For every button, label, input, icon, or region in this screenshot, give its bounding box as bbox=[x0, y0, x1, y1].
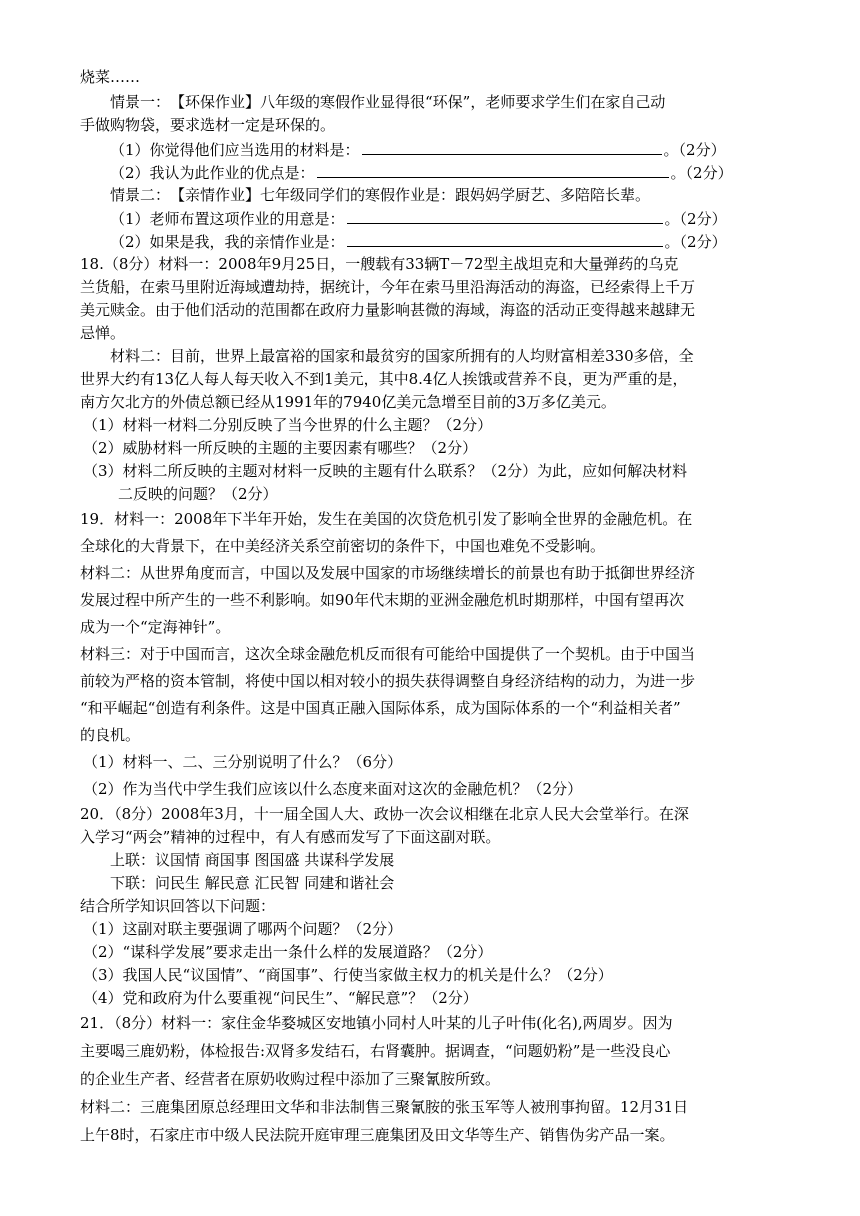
scene2-q2 bbox=[110, 230, 810, 253]
q19-line: 全球化的大背景下，在中美经济关系空前密切的条件下，中国也难免不受影响。 bbox=[80, 537, 606, 555]
q18-line: 世界大约有13亿人每人每天收入不到1美元，其中8.4亿人挨饿或营养不良，更为严重的是， bbox=[80, 370, 688, 388]
q21-line: 主要喝三鹿奶粉，体检报告:双肾多发结石，右肾囊肿。据调查，“问题奶粉”是一些没良心 bbox=[80, 1042, 671, 1060]
q19-line: “和平崛起“创造有利条件。这是中国真正融入国际体系，成为国际体系的一个“利益相关者” bbox=[80, 699, 681, 717]
q18-question: （3）材料二所反映的主题对材料一反映的主题有什么联系？（2分）为此，应如何解决材料 bbox=[83, 462, 688, 480]
question-text: （1）老师布置这项作业的用意是： bbox=[110, 210, 345, 228]
question-text: （1）你觉得他们应当选用的材料是： bbox=[110, 141, 360, 159]
points: 。（2分） bbox=[670, 164, 733, 182]
points: 。（2分） bbox=[663, 141, 726, 159]
q18-question: （2）威胁材料一所反映的主题的主要因素有哪些？（2分） bbox=[83, 439, 478, 457]
q18-question-cont: 二反映的问题？（2分） bbox=[118, 485, 278, 503]
q18-line: 18.（8分）材料一：2008年9月25日，一艘载有33辆T－72型主战坦克和大量弹药的乌克 bbox=[80, 255, 679, 273]
question-text: （2）如果是我，我的亲情作业是： bbox=[110, 233, 345, 251]
answer-blank[interactable] bbox=[347, 230, 663, 247]
couplet-upper: 上联：议国情 商国事 图国盛 共谋科学发展 bbox=[110, 851, 395, 869]
q19-line: 发展过程中所产生的一些不利影响。如90年代末期的亚洲金融危机时期那样，中国有望再次 bbox=[80, 591, 685, 609]
q19-line: 材料二：从世界角度而言，中国以及发展中国家的市场继续增长的前景也有助于抵御世界经济 bbox=[80, 564, 696, 582]
q18-line: 忌惮。 bbox=[80, 324, 126, 342]
q19-question: （2）作为当代中学生我们应该以什么态度来面对这次的金融危机？（2分） bbox=[83, 780, 583, 798]
q20-prompt: 结合所学知识回答以下问题： bbox=[80, 897, 276, 915]
answer-blank[interactable] bbox=[347, 207, 663, 224]
q19-line: 成为一个“定海神针”。 bbox=[80, 618, 231, 636]
q18-line: 美元赎金。由于他们活动的范围都在政府力量影响甚微的海域，海盗的活动正变得越来越肆无 bbox=[80, 301, 696, 319]
q19-question: （1）材料一、二、三分别说明了什么？（6分） bbox=[83, 753, 403, 771]
q20-line: 20．（8分）2008年3月，十一届全国人大、政协一次会议相继在北京人民大会堂举行。在深 bbox=[80, 805, 689, 823]
q20-question: （1）这副对联主要强调了哪两个问题？（2分） bbox=[83, 920, 403, 938]
points: 。（2分） bbox=[664, 233, 727, 251]
answer-blank[interactable] bbox=[317, 161, 669, 178]
q21-line: 上午8时，石家庄市中级人民法院开庭审理三鹿集团及田文华等生产、销售伪劣产品一案。 bbox=[80, 1126, 675, 1144]
points: 。（2分） bbox=[664, 210, 727, 228]
scene1-intro: 情景一： 【环保作业】八年级的寒假作业显得很“环保”，老师要求学生们在家自己动 bbox=[110, 93, 666, 111]
top-fragment: 烧菜…… bbox=[80, 68, 141, 86]
q18-line: 材料二：目前，世界上最富裕的国家和最贫穷的国家所拥有的人均财富相差330多倍，全 bbox=[110, 347, 694, 365]
q20-line: 入学习“两会”精神的过程中，有人有感而发写了下面这副对联。 bbox=[80, 828, 501, 846]
scene1-q2 bbox=[110, 161, 810, 184]
q19-line: 的良机。 bbox=[80, 726, 141, 744]
couplet-lower: 下联：问民生 解民意 汇民智 同建和谐社会 bbox=[110, 874, 395, 892]
q18-line: 南方欠北方的外债总额已经从1991年的7940亿美元急增至目前的3万多亿美元。 bbox=[80, 393, 616, 411]
q19-line: 材料三：对于中国而言，这次全球金融危机反而很有可能给中国提供了一个契机。由于中国当 bbox=[80, 645, 696, 663]
q20-question: （4）党和政府为什么要重视“问民生”、“解民意”？（2分） bbox=[83, 989, 478, 1007]
q21-line: 的企业生产者、经营者在原奶收购过程中添加了三聚氰胺所致。 bbox=[80, 1070, 501, 1088]
q19-line: 前较为严格的资本管制，将使中国以相对较小的损失获得调整自身经济结构的动力，为进一步 bbox=[80, 672, 696, 690]
scene1-intro-cont: 手做购物袋，要求选材一定是环保的。 bbox=[80, 116, 336, 134]
q19-line: 19．材料一：2008年下半年开始，发生在美国的次贷危机引发了影响全世界的金融危机。在 bbox=[80, 510, 693, 528]
q18-question: （1）材料一材料二分别反映了当今世界的什么主题？（2分） bbox=[83, 416, 493, 434]
q21-line: 21．（8分）材料一：家住金华婺城区安地镇小同村人叶某的儿子叶伟(化名),两周岁。因为 bbox=[80, 1014, 673, 1032]
scene2-q1 bbox=[110, 207, 810, 230]
q20-question: （3）我国人民“议国情”、“商国事”、行使当家做主权力的机关是什么？（2分） bbox=[83, 966, 613, 984]
q18-line: 兰货船，在索马里附近海域遭劫持，据统计，今年在索马里沿海活动的海盗，已经索得上千万 bbox=[80, 278, 696, 296]
scene2-intro: 情景二： 【亲情作业】七年级同学们的寒假作业是：跟妈妈学厨艺、多陪陪长辈。 bbox=[110, 186, 651, 204]
answer-blank[interactable] bbox=[362, 138, 662, 155]
q21-line: 材料二：三鹿集团原总经理田文华和非法制售三聚氰胺的张玉军等人被刑事拘留。12月31日 bbox=[80, 1098, 689, 1116]
q20-question: （2）“谋科学发展”要求走出一条什么样的发展道路？（2分） bbox=[83, 943, 493, 961]
question-text: （2）我认为此作业的优点是： bbox=[110, 164, 315, 182]
scene1-q1 bbox=[110, 138, 810, 161]
